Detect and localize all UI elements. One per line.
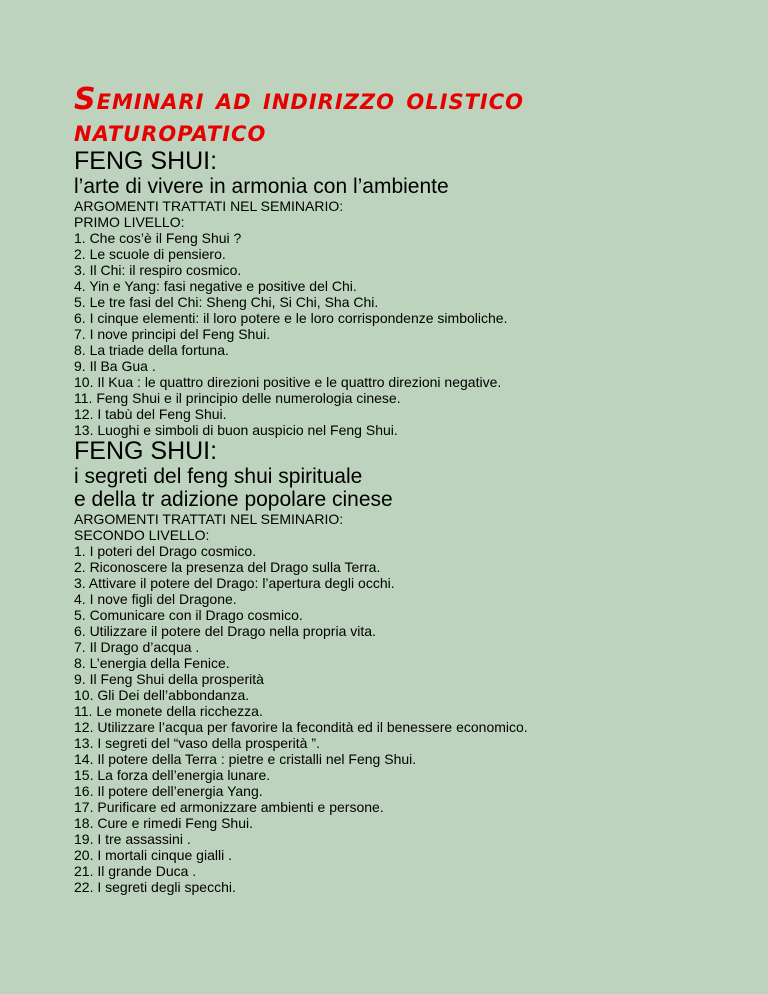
topic-item: 1. Che cos’è il Feng Shui ? xyxy=(74,230,242,246)
topic-item: 8. L’energia della Fenice. xyxy=(74,655,230,671)
topic-item: 9. Il Ba Gua . xyxy=(74,358,156,374)
section-1-topics-label: ARGOMENTI TRATTATI NEL SEMINARIO: xyxy=(74,198,344,214)
topic-item: 16. Il potere dell’energia Yang. xyxy=(74,783,263,799)
section-2-topic-list xyxy=(74,543,734,895)
section-1-title: FENG SHUI: xyxy=(74,147,218,175)
section-2-subtitle-line-1: i segreti del feng shui spirituale xyxy=(74,465,363,488)
topic-item: 6. I cinque elementi: il loro potere e le loro corrispondenze simboliche. xyxy=(74,310,508,326)
section-2-title: FENG SHUI: xyxy=(74,437,218,465)
topic-item: 11. Le monete della ricchezza. xyxy=(74,703,263,719)
topic-item: 10. Il Kua : le quattro direzioni positive e le quattro direzioni negative. xyxy=(74,374,502,390)
topic-item: 12. Utilizzare l’acqua per favorire la fecondità ed il benessere economico. xyxy=(74,719,528,735)
topic-item: 7. I nove principi del Feng Shui. xyxy=(74,326,271,342)
topic-item: 19. I tre assassini . xyxy=(74,831,191,847)
topic-item: 13. I segreti del “vaso della prosperità ”. xyxy=(74,735,320,751)
topic-item: 18. Cure e rimedi Feng Shui. xyxy=(74,815,253,831)
topic-item: 5. Le tre fasi del Chi: Sheng Chi, Si Chi, Sha Chi. xyxy=(74,294,379,310)
section-secondo-livello xyxy=(74,438,734,895)
topic-item: 5. Comunicare con il Drago cosmico. xyxy=(74,607,303,623)
section-1-topic-list xyxy=(74,230,734,438)
topic-item: 8. La triade della fortuna. xyxy=(74,342,229,358)
section-2-topics-label: ARGOMENTI TRATTATI NEL SEMINARIO: xyxy=(74,511,344,527)
topic-item: 3. Il Chi: il respiro cosmico. xyxy=(74,262,242,278)
topic-item: 7. Il Drago d’acqua . xyxy=(74,639,200,655)
topic-item: 12. I tabù del Feng Shui. xyxy=(74,406,227,422)
section-1-subtitle: l’arte di vivere in armonia con l’ambiente xyxy=(74,175,449,198)
document-title xyxy=(74,84,734,148)
topic-item: 10. Gli Dei dell’abbondanza. xyxy=(74,687,250,703)
topic-item: 4. Yin e Yang: fasi negative e positive del Chi. xyxy=(74,278,357,294)
topic-item: 1. I poteri del Drago cosmico. xyxy=(74,543,257,559)
title-line-2: naturopatico xyxy=(74,114,267,149)
section-1-level-label: PRIMO LIVELLO: xyxy=(74,214,185,230)
topic-item: 9. Il Feng Shui della prosperità xyxy=(74,671,264,687)
topic-item: 17. Purificare ed armonizzare ambienti e persone. xyxy=(74,799,384,815)
title-line-1: Seminari ad indirizzo olistico xyxy=(74,82,524,117)
topic-item: 11. Feng Shui e il principio delle numerologia cinese. xyxy=(74,390,401,406)
topic-item: 3. Attivare il potere del Drago: l’apertura degli occhi. xyxy=(74,575,395,591)
topic-item: 20. I mortali cinque gialli . xyxy=(74,847,232,863)
section-2-subtitle-line-2: e della tr adizione popolare cinese xyxy=(74,488,393,511)
topic-item: 2. Riconoscere la presenza del Drago sulla Terra. xyxy=(74,559,381,575)
topic-item: 22. I segreti degli specchi. xyxy=(74,879,236,895)
topic-item: 6. Utilizzare il potere del Drago nella propria vita. xyxy=(74,623,376,639)
topic-item: 13. Luoghi e simboli di buon auspicio nel Feng Shui. xyxy=(74,422,398,438)
section-primo-livello xyxy=(74,148,734,438)
topic-item: 21. Il grande Duca . xyxy=(74,863,197,879)
topic-item: 2. Le scuole di pensiero. xyxy=(74,246,226,262)
topic-item: 14. Il potere della Terra : pietre e cristalli nel Feng Shui. xyxy=(74,751,417,767)
document-page xyxy=(74,84,734,895)
topic-item: 4. I nove figli del Dragone. xyxy=(74,591,237,607)
topic-item: 15. La forza dell’energia lunare. xyxy=(74,767,271,783)
section-2-level-label: SECONDO LIVELLO: xyxy=(74,527,210,543)
